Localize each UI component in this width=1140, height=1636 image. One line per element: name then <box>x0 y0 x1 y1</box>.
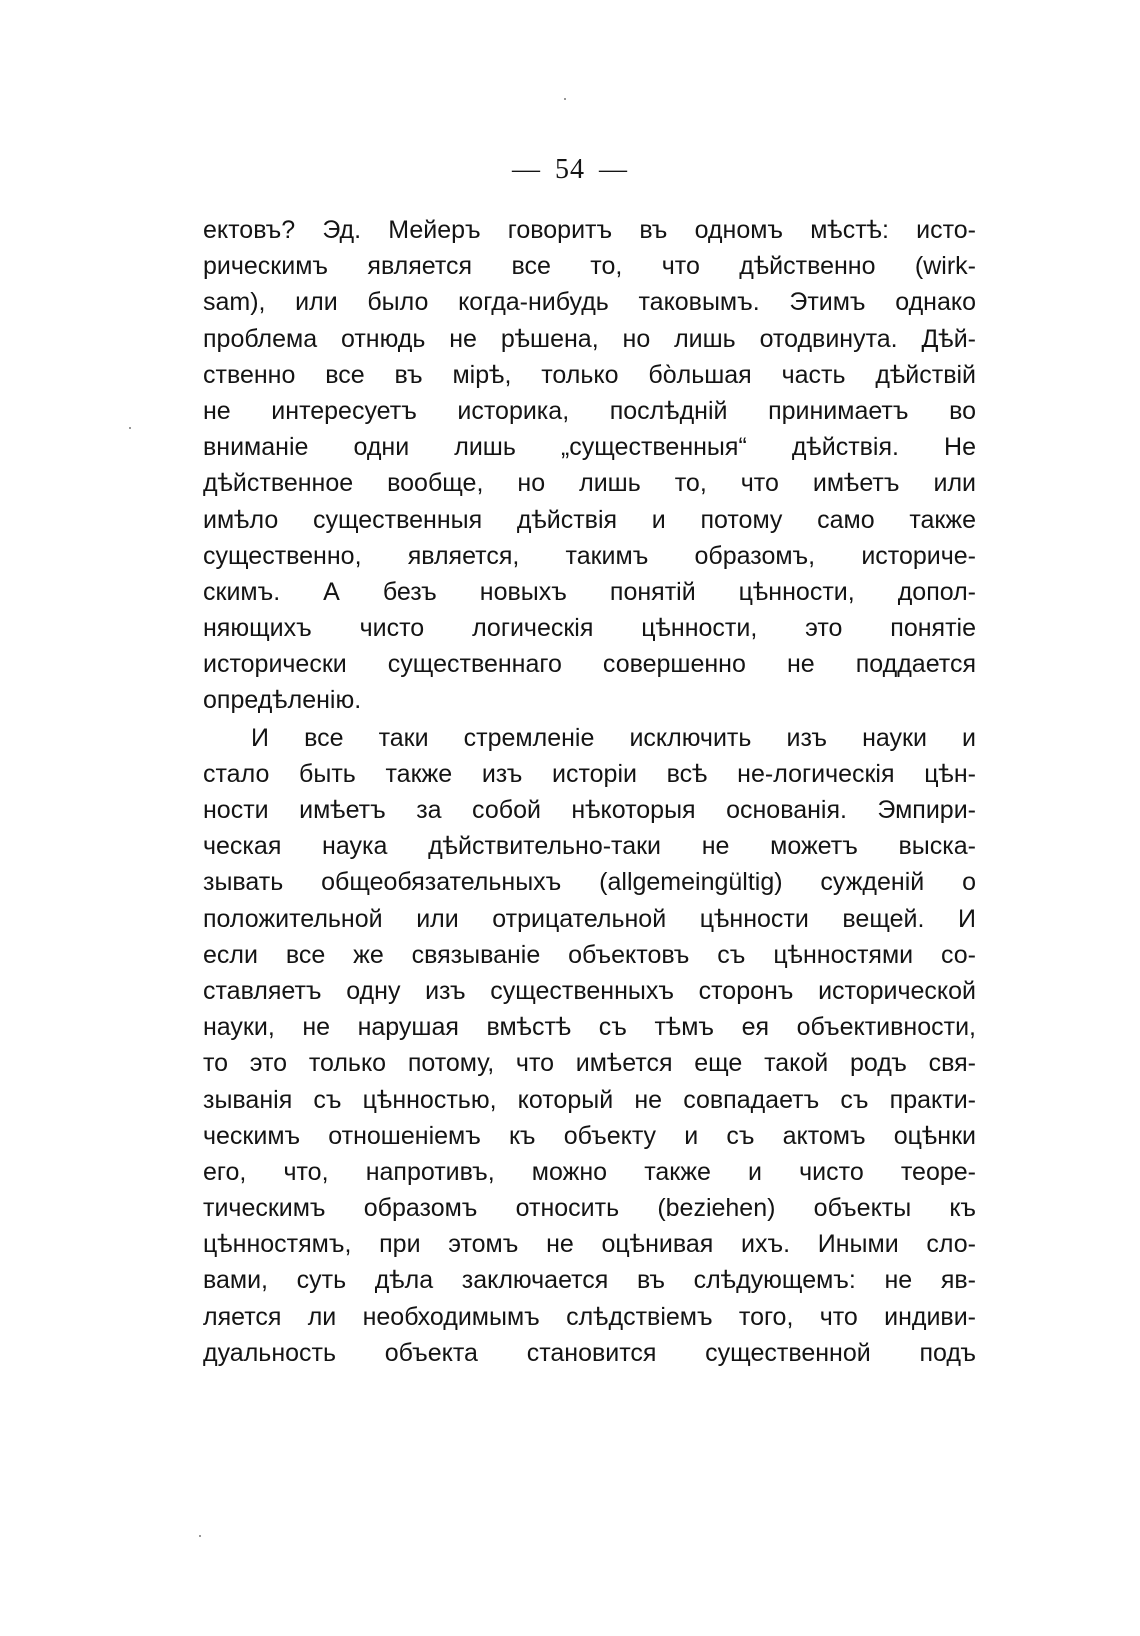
paper-speck <box>129 427 131 429</box>
text-line: цѣнностямъ, при этомъ не оцѣнивая ихъ. Иными сло- <box>203 1230 976 1259</box>
text-line: ставляетъ одну изъ существенныхъ сторонъ исторической <box>203 976 976 1005</box>
text-line: ческая наука дѣйствительно-таки не можетъ выска- <box>203 832 976 861</box>
text-line: то это только потому, что имѣется еще такой родъ свя- <box>203 1049 976 1078</box>
text-line: вниманіе одни лишь „существенныя“ дѣйствія. Не <box>203 433 976 462</box>
text-line: дѣйственное вообще, но лишь то, что имѣетъ или <box>203 469 976 498</box>
text-line: вами, суть дѣла заключается въ слѣдующемъ: не яв- <box>203 1266 976 1295</box>
text-line: существенно, является, такимъ образомъ, историче- <box>203 541 976 570</box>
paper-speck <box>564 98 566 100</box>
paragraph-2 <box>203 720 976 1371</box>
paper-speck <box>199 1535 201 1537</box>
right-dash: — <box>599 154 628 185</box>
text-line: опредѣленію. <box>203 686 362 715</box>
text-line: зывать общеобязательныхъ (allgemeingültig) сужденій о <box>203 868 976 897</box>
text-line: И все таки стремленіе исключить изъ науки и <box>251 723 976 752</box>
text-line: проблема отнюдь не рѣшена, но лишь отодвинута. Дѣй- <box>203 324 976 353</box>
text-line: рическимъ является все то, что дѣйственно (wirk- <box>203 252 976 281</box>
text-line: ственно все въ мірѣ, только бо̀льшая часть дѣйствій <box>203 360 976 389</box>
text-line: зыванія съ цѣнностью, который не совпадаетъ съ практи- <box>203 1085 976 1114</box>
text-line: если все же связываніе объектовъ съ цѣнностями со- <box>203 940 976 969</box>
body-text <box>203 212 976 1371</box>
page-number: 54 <box>555 154 585 185</box>
text-line: ектовъ? Эд. Мейеръ говоритъ въ одномъ мѣстѣ: исто- <box>203 216 976 244</box>
text-line: его, что, напротивъ, можно также и чисто теоре- <box>203 1157 976 1186</box>
paragraph-1 <box>203 212 976 719</box>
text-line: няющихъ чисто логическія цѣнности, это понятіе <box>203 614 976 643</box>
text-line: науки, не нарушая вмѣстѣ съ тѣмъ ея объективности, <box>203 1013 976 1042</box>
text-line: положительной или отрицательной цѣнности вещей. И <box>203 904 976 933</box>
text-line: имѣло существенныя дѣйствія и потому само также <box>203 505 976 534</box>
text-line: ности имѣетъ за собой нѣкоторыя основанія. Эмпири- <box>203 796 976 824</box>
text-line: стало быть также изъ исторіи всѣ не-логическія цѣн- <box>203 759 976 788</box>
page-number-header <box>0 152 1140 188</box>
left-dash: — <box>512 154 541 185</box>
text-line: исторически существеннаго совершенно не поддается <box>203 650 976 679</box>
text-line: sam), или было когда-нибудь таковымъ. Этимъ однако <box>203 288 976 317</box>
text-line: ческимъ отношеніемъ къ объекту и съ актомъ оцѣнки <box>203 1121 976 1150</box>
text-line: не интересуетъ историка, послѣдній принимаетъ во <box>203 396 976 425</box>
text-line: дуальность объекта становится существенной подъ <box>203 1338 976 1367</box>
text-line: скимъ. А безъ новыхъ понятій цѣнности, допол- <box>203 577 976 606</box>
text-line: ляется ли необходимымъ слѣдствіемъ того, что индиви- <box>203 1302 976 1331</box>
text-line: тическимъ образомъ относить (beziehen) объекты къ <box>203 1194 976 1223</box>
